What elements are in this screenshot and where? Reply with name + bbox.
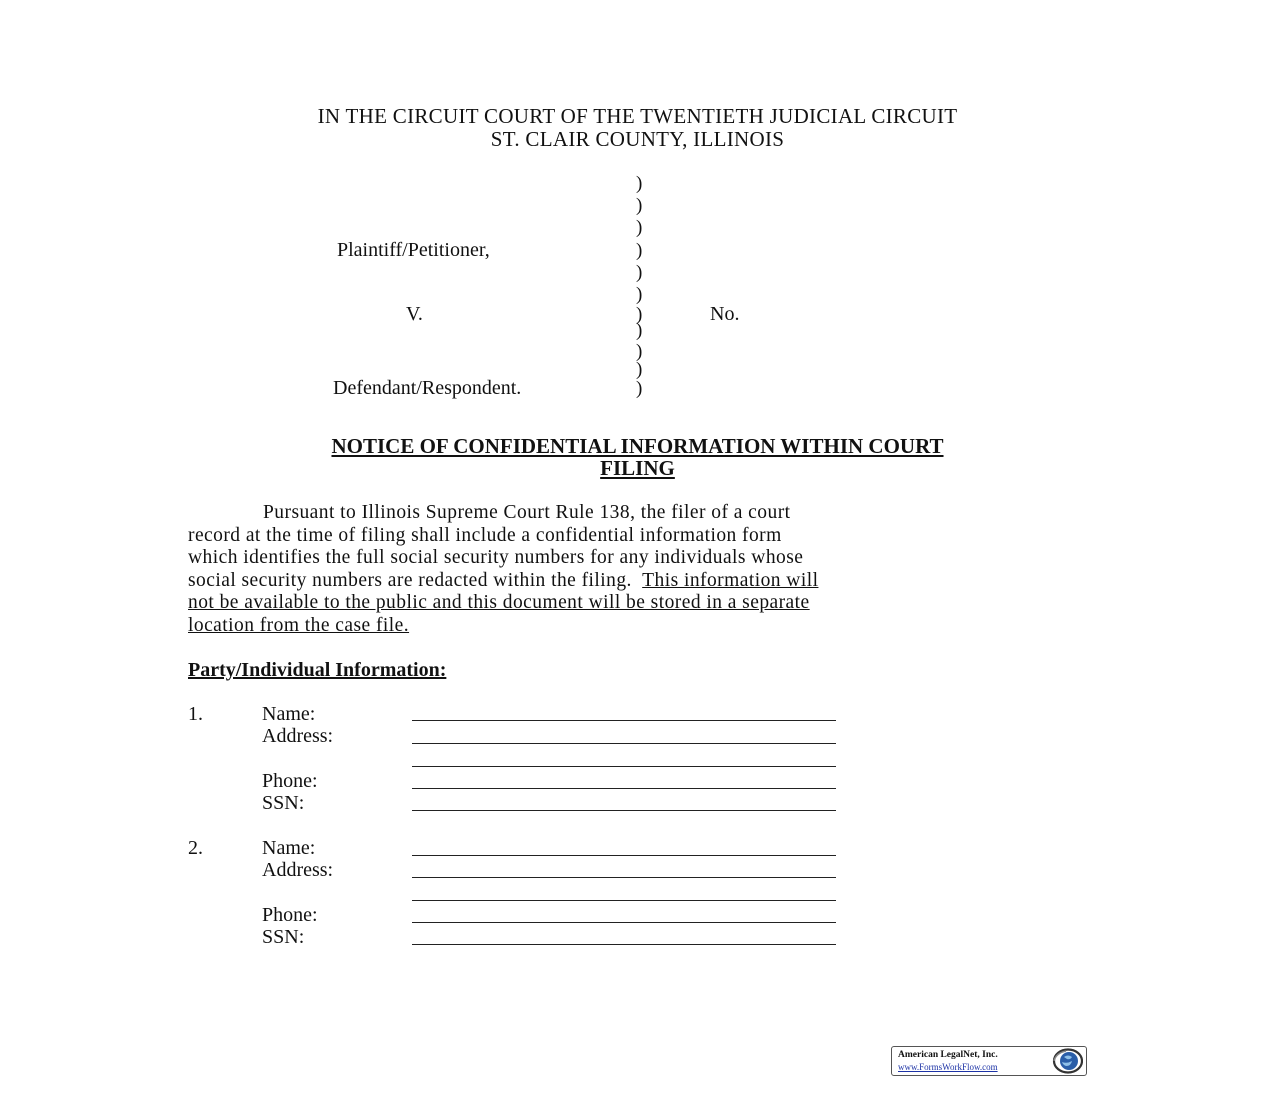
name-blank[interactable] bbox=[412, 855, 836, 856]
court-header-line2: ST. CLAIR COUNTY, ILLINOIS bbox=[490, 127, 785, 151]
notice-body-text: social security numbers are redacted within the filing. bbox=[188, 569, 632, 591]
ssn-blank[interactable] bbox=[412, 944, 836, 945]
party-section-heading: Party/Individual Information: bbox=[188, 659, 447, 681]
defendant-label: Defendant/Respondent. bbox=[333, 377, 522, 399]
entry-number: 2. bbox=[188, 837, 203, 859]
paren: ) bbox=[636, 359, 643, 380]
globe-icon bbox=[1049, 1048, 1083, 1074]
notice-body bbox=[188, 502, 1088, 637]
address-blank-2[interactable] bbox=[412, 766, 836, 767]
notice-body-underlined: This information will bbox=[642, 569, 819, 591]
phone-blank[interactable] bbox=[412, 788, 836, 789]
american-legalnet-logo[interactable] bbox=[891, 1046, 1087, 1076]
logo-company-name: American LegalNet, Inc. bbox=[898, 1050, 998, 1060]
address-blank[interactable] bbox=[412, 743, 836, 744]
address-label: Address: bbox=[262, 859, 334, 881]
paren: ) bbox=[636, 284, 643, 305]
paren: ) bbox=[636, 378, 643, 399]
name-label: Name: bbox=[262, 703, 316, 725]
notice-body-line: Pursuant to Illinois Supreme Court Rule 138, the filer of a court bbox=[263, 502, 791, 523]
logo-url-link[interactable]: www.FormsWorkFlow.com bbox=[898, 1062, 998, 1072]
court-header-line1: IN THE CIRCUIT COURT OF THE TWENTIETH JUDICIAL CIRCUIT bbox=[317, 104, 958, 128]
phone-label: Phone: bbox=[262, 904, 318, 926]
paren: ) bbox=[636, 240, 643, 261]
plaintiff-label: Plaintiff/Petitioner, bbox=[337, 239, 490, 261]
paren: ) bbox=[636, 341, 643, 362]
phone-blank[interactable] bbox=[412, 922, 836, 923]
paren: ) bbox=[636, 262, 643, 283]
paren: ) bbox=[636, 195, 643, 216]
address-blank-2[interactable] bbox=[412, 900, 836, 901]
entry-number: 1. bbox=[188, 703, 203, 725]
notice-body-underlined: location from the case file. bbox=[188, 614, 410, 636]
phone-label: Phone: bbox=[262, 770, 318, 792]
ssn-blank[interactable] bbox=[412, 810, 836, 811]
name-blank[interactable] bbox=[412, 720, 836, 721]
paren: ) bbox=[636, 173, 643, 194]
notice-title-line2: FILING bbox=[600, 456, 675, 480]
notice-body-underlined: not be available to the public and this document will be stored in a separate bbox=[188, 592, 810, 613]
notice-body-line: which identifies the full social security numbers for any individuals whose bbox=[188, 547, 804, 568]
paren: ) bbox=[636, 217, 643, 238]
name-label: Name: bbox=[262, 837, 316, 859]
address-blank[interactable] bbox=[412, 877, 836, 878]
address-label: Address: bbox=[262, 725, 334, 747]
notice-title-line1: NOTICE OF CONFIDENTIAL INFORMATION WITHIN COURT bbox=[331, 434, 944, 458]
notice-body-line: record at the time of filing shall include a confidential information form bbox=[188, 524, 782, 546]
case-number-label: No. bbox=[710, 303, 740, 325]
paren: ) bbox=[636, 320, 643, 341]
notice-body-line bbox=[188, 570, 1088, 593]
ssn-label: SSN: bbox=[262, 926, 305, 948]
ssn-label: SSN: bbox=[262, 792, 305, 814]
versus-label: V. bbox=[406, 303, 423, 325]
paren: ) bbox=[636, 304, 643, 325]
